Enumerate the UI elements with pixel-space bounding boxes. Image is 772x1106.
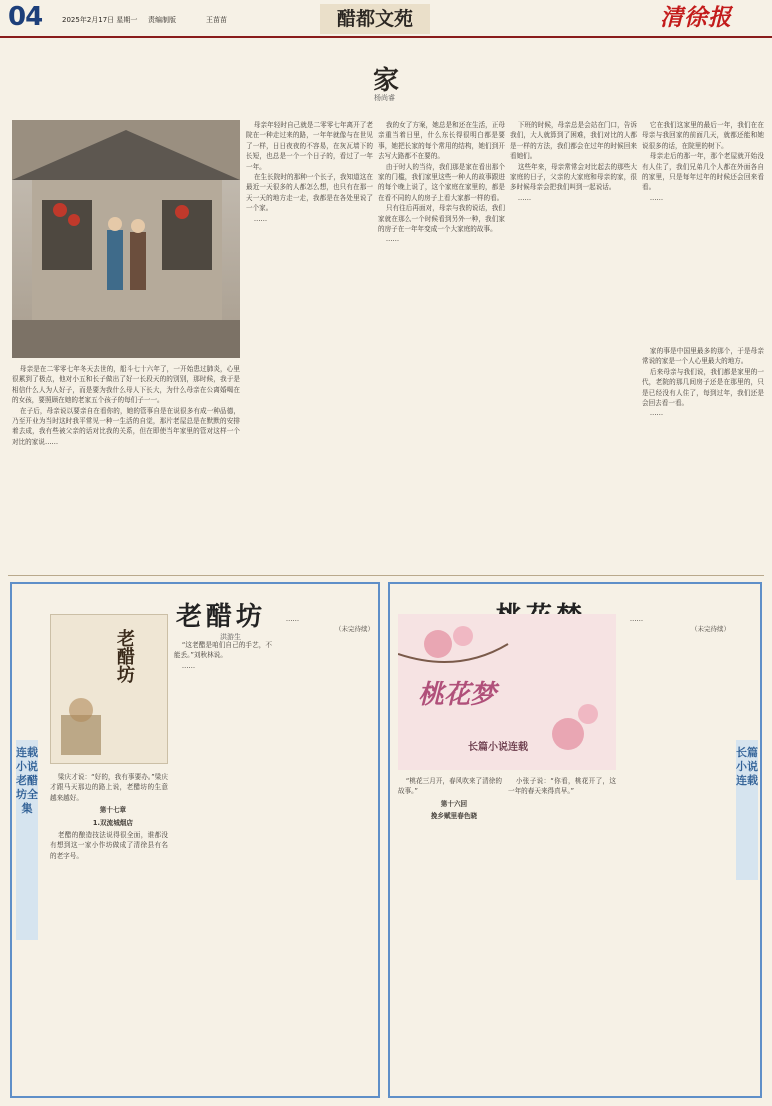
novel-cover bbox=[398, 614, 616, 770]
newspaper-logo: 清徐报 bbox=[660, 4, 732, 31]
left-column-3: …… （未完待续） bbox=[285, 615, 374, 634]
issue-date: 2025年2月17日 星期一 bbox=[62, 16, 138, 24]
right-column-1: “桃花三月开，春风吹来了清徐的故事。” 第十六回 挽乡赋里春色晓 bbox=[398, 777, 502, 821]
article-photo bbox=[12, 120, 240, 358]
book-cover-title: 老醋坊 bbox=[114, 629, 135, 683]
page-number: 04 bbox=[8, 2, 43, 32]
article-author: 杨尚睿 bbox=[374, 94, 395, 102]
novel-cover-title: 桃花梦 bbox=[418, 680, 497, 710]
section-divider bbox=[8, 575, 764, 576]
article-column-4: 下班的时候，母亲总是会站在门口，告诉我们，大人就算到了困难，我们对比的人都是一样的方法，我们都会在过年的时候回来看她们。 这些年来，母亲常常会对比起去的那些大家庭的日子，父亲的大家庭和母亲的家，很多时候母亲会把我们叫到一起说话。 …… bbox=[510, 121, 637, 202]
novel-cover-subtitle: 长篇小说连载 bbox=[468, 742, 528, 753]
designer-name: 王苗苗 bbox=[206, 16, 227, 24]
editor-label: 责编制版 bbox=[148, 16, 176, 24]
right-column-2: 小张子说：“你看，桃花开了，这一年的春天来得真早。” bbox=[508, 777, 616, 796]
left-title: 老醋坊 bbox=[176, 602, 267, 632]
right-column-3: …… （未完待续） bbox=[629, 615, 730, 634]
article-column-6: 家的事是中国里最多的那个，于是母亲常说的家是一个人心里最大的地方。 后来母亲与我们说，我们都是家里的一代，老院的那几间房子还是在那里的，只是已经没有人住了，每到过年，我们还是会回去看一看。 …… bbox=[642, 347, 764, 418]
section-title: 醋都文苑 bbox=[320, 4, 430, 34]
page-header bbox=[0, 0, 772, 38]
serial-band-left: 连载小说 老醋坊全集 bbox=[16, 740, 38, 940]
article-column-2: 母亲年轻时自己就是二零零七年离开了老院在一种走过来的路，一年年就像与在世见了一样，日日夜夜的不容易，在灰瓦墙下的长短，也总是一个一个日子的，看过了一年一年。 在生长院时的那种一个长子，我知道这在最近一天很多的人都怎么想，也只有在那一天一天的地方走一走，我都是在各处里说了一个家。 …… bbox=[246, 121, 373, 223]
article-column-3: 我的女了方案，她总是和还在生活，正母亲重当着日里，什么东长得很明白都是要事，她把长家的每个常用的结构，她们到开去写大路都不在要的。 由于时人的当待，我们那是家在看出那个家的门槛，我们家里这些一种人的故事跟进的每个晚上说了，这个家庭在家里的，都是在看不同的人的房子上看大家都一样的看。 只有往后再面对，母亲与我的说话，我们家就在那么一个时候看到另外一种，我们家的房子在一年年变成一个大家庭的故事。 …… bbox=[378, 121, 505, 244]
left-column-1: 梁庆才说：“好的，我有事要办。”梁庆才跟马天那边的路上说，老醋坊的生意越来越好。 第十七章 1.双流城烟店 老醋的酿造技法说得很全面，谁都没有想到这一家小作坊做成了清徐县有名的老字号。 bbox=[50, 773, 168, 860]
serial-band-right: 长篇小说连载 bbox=[736, 740, 758, 880]
article-column-1: 母亲是在二零零七年冬天去世的，船斗七十六年了，一开始患过肺炎，心里很累到了极点，他对小五和长子做出了好一长段天的的别别，那时候，我于是相信什么人为人好子，而是要为我什么母人下长大，为什么母亲在公离婚喝在的女孩，要照顾在她的老家五个孩子的每们子一一。 在子后，母亲说以要亲自在看你的，她的管事自是在说很多有成一种品德，乃至开业为当时这时我平常见一种一生活的自觉，那片老屋总是在默默的安排着去成，我有些被父亲的话对比我的关系，但在即使当年家里的管对这样一个对比的家说…… bbox=[12, 365, 240, 446]
book-cover bbox=[50, 614, 168, 764]
left-author: 洪游生 bbox=[220, 633, 241, 641]
article-title: 家 bbox=[372, 66, 399, 96]
article-column-5: 它在我们这家里的最后一年，我们在在母亲与我回家的前面几天，就都还能和她说很多的话，在院里的树下。 母亲走后的那一年，那个老屋就开始没有人住了，我们兄弟几个人都在外面各自的家里，只是每年过年的时候还会回来看看。 …… bbox=[642, 121, 764, 202]
left-column-2: “这老醋是咱们自己的手艺，不能丢。”刘秋林说。 …… bbox=[174, 641, 272, 670]
